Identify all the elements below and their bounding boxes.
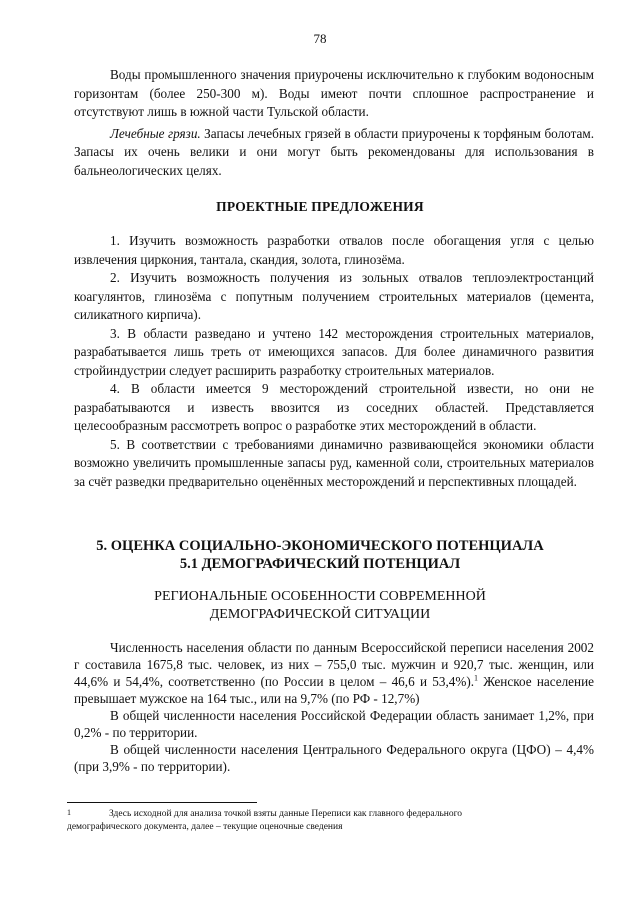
proposals-heading: ПРОЕКТНЫЕ ПРЕДЛОЖЕНИЯ	[216, 199, 424, 214]
section-title: 5. ОЦЕНКА СОЦИАЛЬНО-ЭКОНОМИЧЕСКОГО ПОТЕНЦИАЛА	[96, 538, 544, 554]
intro-paragraph-mud	[74, 125, 594, 181]
demography-text-1: Численность населения области по данным Всероссийской переписи населения 2002 г составила 1675,8 тыс. человек, из них – 755,0 тыс. мужчин и 920,7 тыс. женщин, или 44,6% и 54,4%, соответственно (по России в целом – 46,6 и 53,4%).	[74, 640, 594, 689]
subheading-line-1: РЕГИОНАЛЬНЫЕ ОСОБЕННОСТИ СОВРЕМЕННОЙ	[154, 589, 486, 604]
demography-paragraph-2: В общей численности населения Российской Федерации область занимает 1,2%, при 0,2% - по территории.	[74, 708, 594, 740]
proposal-item-1: 1. Изучить возможность разработки отвалов после обогащения угля с целью извлечения циркония, тантала, скандия, золота, глинозёма.	[74, 233, 594, 267]
footnote-divider	[67, 802, 257, 803]
demography-block	[74, 639, 594, 775]
section-subtitle: 5.1 ДЕМОГРАФИЧЕСКИЙ ПОТЕНЦИАЛ	[179, 556, 461, 572]
footnote-reference: 1	[474, 673, 479, 683]
proposal-item-5: 5. В соответствии с требованиями динамично развивающейся экономики области возможно увеличить промышленные запасы руд, каменной соли, строительных материалов за счёт разведки предварительно оценённых месторождений и перспективных площадей.	[74, 436, 594, 489]
demography-paragraph-3: В общей численности населения Центрального Федерального округа (ЦФО) – 4,4% (при 3,9% - по территории).	[74, 742, 594, 774]
term-medical-mud: Лечебные грязи.	[110, 125, 201, 141]
demography-text-1b: Женское население превышает мужское на 164 тыс., или на 9,7% (по РФ - 12,7%)	[74, 674, 595, 706]
intro-block	[74, 66, 594, 180]
mud-text: Запасы лечебных грязей в области приурочены к торфяным болотам. Запасы их очень велики и они могут быть рекомендованы для использования в бальнеологических целях.	[74, 125, 594, 178]
proposal-item-3: 3. В области разведано и учтено 142 месторождения строительных материалов, разрабатывается лишь треть от имеющихся запасов. Для более динамичного развития стройиндустрии следует расширить разработку строительных материалов.	[74, 325, 594, 378]
demography-paragraph-1	[74, 639, 594, 707]
proposal-item-4: 4. В области имеется 9 месторождений строительной извести, но они не разрабатываются и известь ввозится из соседних областей. Представляется целесообразным рассмотреть вопрос о разработке этих месторождений в области.	[74, 381, 594, 433]
footnote-text: Здесь исходной для анализа точкой взяты данные Переписи как главного федерального демографического документа, далее – текущие оценочные сведения	[67, 809, 463, 832]
footnote	[67, 808, 537, 834]
proposal-item-2: 2. Изучить возможность получения из зольных отвалов теплоэлектростанций коагулянтов, глинозёма с попутным получением строительных материалов (цемента, силикатного кирпича).	[74, 270, 594, 322]
footnote-mark: 1	[67, 808, 71, 817]
page-number: 78	[313, 31, 327, 46]
intro-paragraph-waters: Воды промышленного значения приурочены исключительно к глубоким водоносным горизонтам (более 250-300 м). Воды имеют почти сплошное распространение и отсутствуют лишь в южной части Тульской области.	[74, 67, 594, 119]
proposals-list	[74, 232, 594, 491]
subheading-line-2: ДЕМОГРАФИЧЕСКОЙ СИТУАЦИИ	[209, 607, 431, 622]
